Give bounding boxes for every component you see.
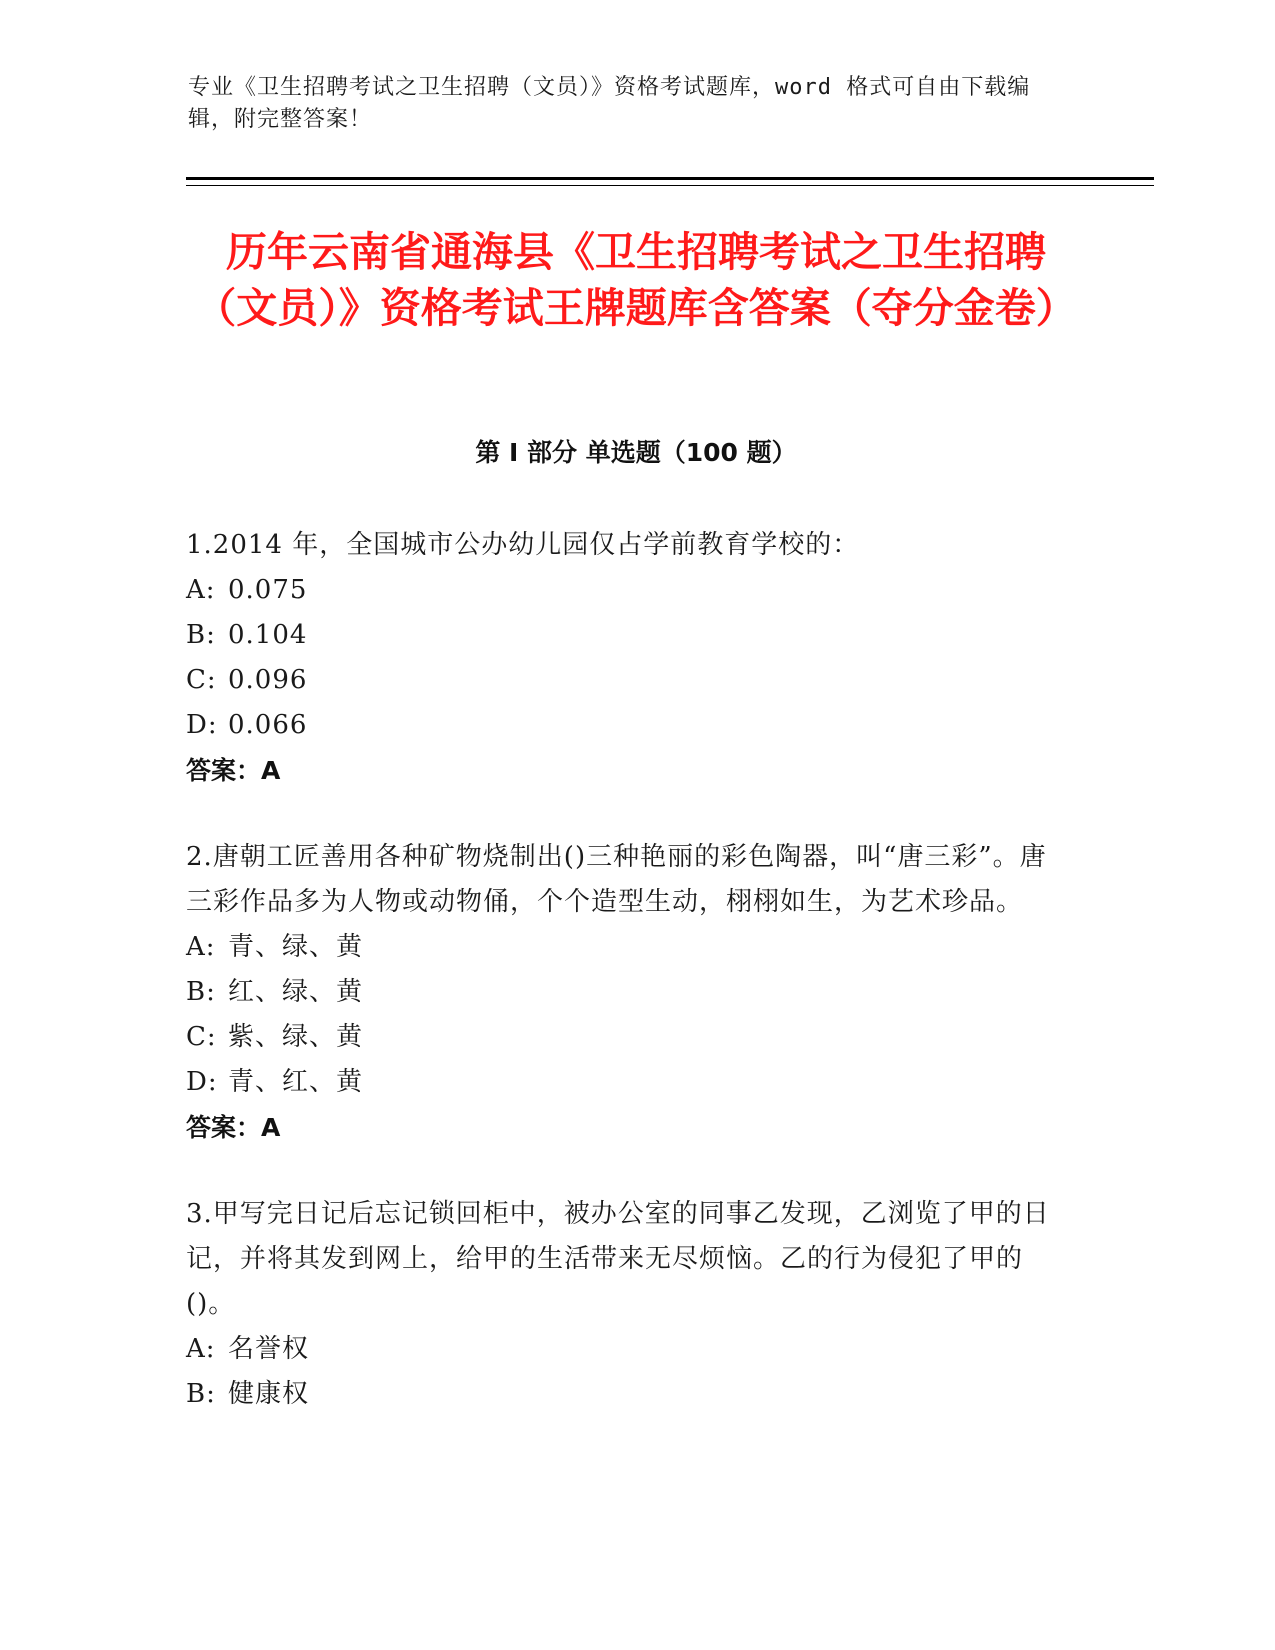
option-key: A: bbox=[186, 932, 216, 962]
question-1 bbox=[186, 523, 1066, 793]
option-text: 0.096 bbox=[228, 665, 308, 695]
question-stem: 1.2014 年，全国城市公办幼儿园仅占学前教育学校的： bbox=[186, 530, 860, 560]
option-text: 紫、绿、黄 bbox=[228, 1022, 364, 1052]
question-2 bbox=[186, 835, 1066, 1150]
option-text: 青、红、黄 bbox=[228, 1067, 364, 1097]
option-key: C: bbox=[186, 665, 217, 695]
option-a bbox=[186, 925, 1066, 970]
option-text: 0.066 bbox=[228, 710, 308, 740]
option-d bbox=[186, 703, 1066, 748]
option-text: 0.104 bbox=[228, 620, 308, 650]
option-key: B: bbox=[186, 977, 216, 1007]
option-c bbox=[186, 658, 1066, 703]
option-a bbox=[186, 568, 1066, 613]
option-d bbox=[186, 1060, 1066, 1105]
option-key: B: bbox=[186, 620, 216, 650]
option-text: 健康权 bbox=[228, 1379, 310, 1409]
option-text: 红、绿、黄 bbox=[228, 977, 364, 1007]
header-note: 专业《卫生招聘考试之卫生招聘（文员）》资格考试题库，word 格式可自由下载编辑，附完整答案！ bbox=[188, 75, 1031, 132]
option-key: D: bbox=[186, 1067, 218, 1097]
option-key: A: bbox=[186, 575, 216, 605]
header-rule-thin bbox=[186, 185, 1154, 186]
question-list bbox=[186, 523, 1066, 1459]
option-key: C: bbox=[186, 1022, 217, 1052]
header-rule-thick bbox=[186, 177, 1154, 180]
answer-line: 答案：A bbox=[186, 756, 281, 785]
option-key: B: bbox=[186, 1379, 216, 1409]
option-c bbox=[186, 1015, 1066, 1060]
option-text: 0.075 bbox=[228, 575, 308, 605]
option-text: 名誉权 bbox=[228, 1334, 310, 1364]
section-title: 第 I 部分 单选题（100 题） bbox=[475, 438, 797, 467]
question-3 bbox=[186, 1192, 1066, 1417]
option-key: A: bbox=[186, 1334, 216, 1364]
option-text: 青、绿、黄 bbox=[228, 932, 364, 962]
document-title: 历年云南省通海县《卫生招聘考试之卫生招聘（文员）》资格考试王牌题库含答案（夺分金卷） bbox=[195, 228, 1077, 332]
answer-line: 答案：A bbox=[186, 1113, 281, 1142]
question-stem: 3.甲写完日记后忘记锁回柜中，被办公室的同事乙发现，乙浏览了甲的日记，并将其发到网上，给甲的生活带来无尽烦恼。乙的行为侵犯了甲的()。 bbox=[186, 1199, 1050, 1319]
option-key: D: bbox=[186, 710, 218, 740]
question-stem: 2.唐朝工匠善用各种矿物烧制出()三种艳丽的彩色陶器，叫“唐三彩”。唐三彩作品多为人物或动物俑，个个造型生动，栩栩如生，为艺术珍品。 bbox=[186, 842, 1047, 917]
option-b bbox=[186, 1372, 1066, 1417]
option-b bbox=[186, 970, 1066, 1015]
option-a bbox=[186, 1327, 1066, 1372]
option-b bbox=[186, 613, 1066, 658]
